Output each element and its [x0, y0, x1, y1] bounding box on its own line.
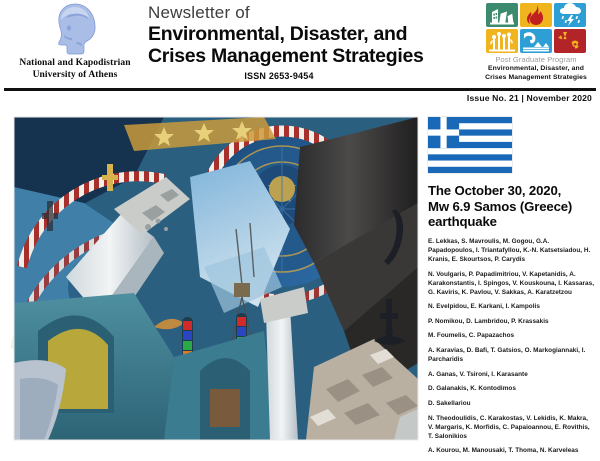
university-name-line2: University of Athens [32, 70, 118, 81]
author-group: A. Karavias, D. Bafi, T. Gatsios, O. Markogiannaki, I. Parcharidis [428, 347, 586, 364]
newsletter-title-line2: Crises Management Strategies [148, 44, 424, 67]
author-group: N. Voulgaris, P. Papadimitriou, V. Kapetanidis, A. Karakonstantis, I. Spingos, V. Kouskouna, I. Kassaras, G. Kaviris, K. Pavlou, V. Sakkas, A. Karatzetzou [428, 270, 594, 296]
page-header [0, 0, 600, 92]
university-name [4, 57, 146, 81]
program-caption: Post Graduate Program [495, 55, 577, 64]
earthquake-damage-icon [486, 3, 518, 27]
storm-lightning-icon [554, 3, 586, 27]
author-list [428, 237, 594, 456]
postgraduate-program-logo [480, 3, 592, 82]
author-group: E. Lekkas, S. Mavroulis, M. Gogou, G.A. Papadopoulos, I. Triantafyllou, K.-N. Katsetsiadou, H. Kranis, E. Skourtsos, P. Carydis [428, 237, 591, 263]
program-subtitle-line1: Environmental, Disaster, and [487, 65, 585, 73]
headline-line3: earthquake [428, 214, 497, 230]
author-group: D. Galanakis, K. Kontodimos [428, 385, 516, 393]
university-name-line1: National and Kapodistrian [19, 58, 131, 68]
author-group: P. Nomikou, D. Lambridou, P. Krassakis [428, 317, 549, 325]
university-branding [4, 2, 146, 81]
article-column [428, 117, 594, 461]
program-icon-grid [486, 3, 586, 53]
issn-label: ISSN 2653-9454 [244, 70, 314, 81]
author-group: A. Kourou, M. Manousaki, T. Thoma, N. Karveleas [428, 447, 579, 455]
headline-line1: The October 30, 2020, [428, 183, 562, 198]
author-group: N. Evelpidou, E. Karkani, I. Kampolis [428, 303, 540, 311]
biohazard-radiation-icon [554, 29, 586, 53]
damaged-church-interior-photo [14, 117, 418, 440]
author-group: N. Theodoulidis, C. Karakostas, V. Lekidis, K. Makra, V. Margaris, K. Morfidis, C. Papaioannou, E. Rovithis, T. Salonikios [428, 414, 590, 440]
article-headline [428, 183, 594, 230]
author-group: M. Foumelis, C. Papazachos [428, 332, 515, 340]
athena-helmet-logo [44, 2, 106, 54]
headline-line2: Mw 6.9 Samos (Greece) [428, 198, 573, 214]
flood-wave-icon [520, 29, 552, 53]
newsletter-label: Newsletter of [148, 3, 250, 22]
program-subtitle-line2: Crises Management Strategies [485, 73, 587, 81]
greece-flag [428, 117, 512, 173]
program-subtitle [480, 65, 592, 82]
newsletter-title-block [148, 4, 448, 81]
issue-number-label: Issue No. 21 | November 2020 [466, 93, 592, 103]
newsletter-title [148, 24, 448, 68]
header-divider [4, 88, 596, 91]
author-group: D. Sakellariou [428, 399, 471, 407]
crowd-hands-icon [486, 29, 518, 53]
fire-flame-icon [520, 3, 552, 27]
author-group: A. Ganas, V. Tsironi, I. Karasante [428, 370, 528, 378]
newsletter-title-line1: Environmental, Disaster, and [148, 23, 408, 45]
